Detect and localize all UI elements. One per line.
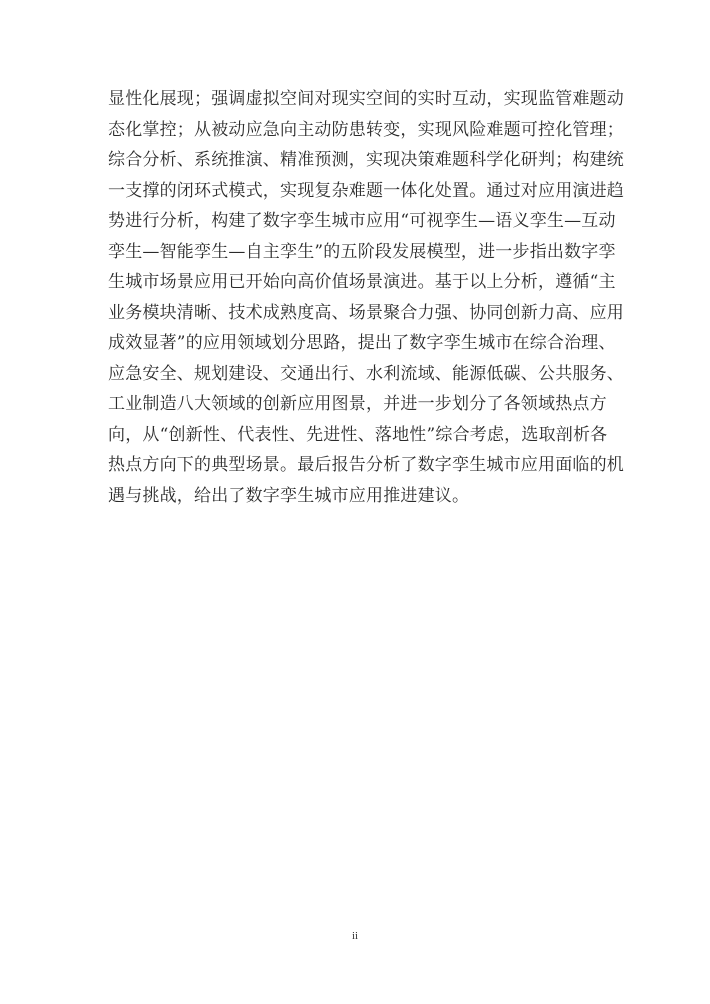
paragraph-line: 显性化展现；强调虚拟空间对现实空间的实时互动，实现监管难题动 <box>108 89 624 109</box>
paragraph-line: 工业制造八大领域的创新应用图景，并进一步划分了各领域热点方 <box>108 394 607 414</box>
paragraph-line: 孪生—智能孪生—自主孪生”的五阶段发展模型，进一步指出数字孪 <box>108 241 616 262</box>
paragraph-line: 向，从“创新性、代表性、先进性、落地性”综合考虑，选取剖析各 <box>108 424 608 445</box>
paragraph-line: 势进行分析，构建了数字孪生城市应用“可视孪生—语义孪生—互动 <box>108 211 616 231</box>
paragraph-line: 一支撑的闭环式模式，实现复杂难题一体化处置。通过对应用演进趋 <box>108 180 624 201</box>
paragraph-line: 态化掌控；从被动应急向主动防患转变，实现风险难题可控化管理； <box>108 119 624 140</box>
paragraph-line: 业务模块清晰、技术成熟度高、场景聚合力强、协同创新力高、应用 <box>108 302 624 323</box>
paragraph-line: 综合分析、系统推演、精准预测，实现决策难题科学化研判；构建统 <box>108 150 624 170</box>
paragraph-line: 热点方向下的典型场景。最后报告分析了数字孪生城市应用面临的机 <box>108 455 624 475</box>
paragraph-line: 成效显著”的应用领域划分思路，提出了数字孪生城市在综合治理、 <box>108 333 616 353</box>
paragraph-line: 应急安全、规划建设、交通出行、水利流域、能源低碳、公共服务、 <box>108 363 624 384</box>
paragraph-line: 生城市场景应用已开始向高价值场景演进。基于以上分析，遵循“主 <box>108 272 616 292</box>
body-paragraph <box>108 84 624 511</box>
page-number: ii <box>351 930 359 942</box>
paragraph-line: 遇与挑战，给出了数字孪生城市应用推进建议。 <box>108 485 470 506</box>
